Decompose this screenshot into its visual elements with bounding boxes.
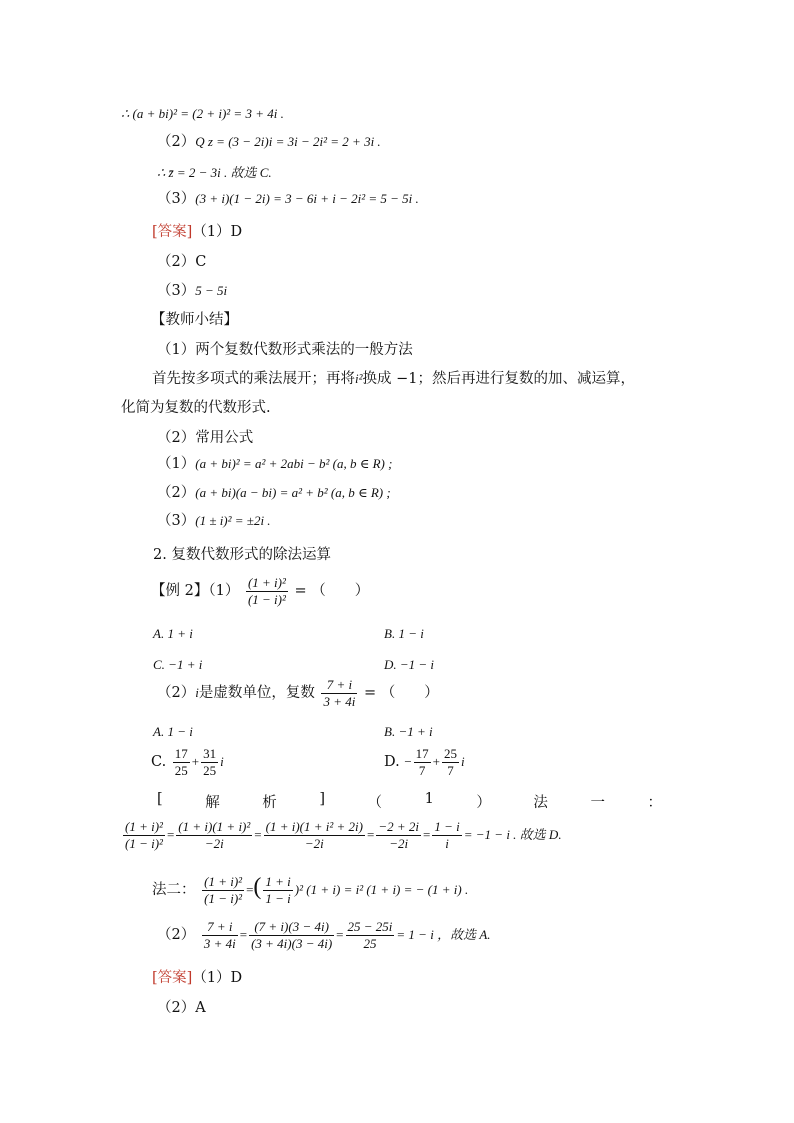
derivation-line-3: ∴ z̄ = 2 − 3i . 故选 C. xyxy=(157,165,272,180)
fraction: $\frac{\text{(1 + i)²}}{\text{(1 − i)²}}$ xyxy=(247,574,286,607)
section-heading: 2. 复数代数形式的除法运算 xyxy=(153,547,331,563)
answer-1-part-2: （2）C xyxy=(157,254,207,270)
method-1-derivation: $\frac{\text{(1 + i)²}}{\text{(1 − i)²}}$ = $\frac{\text{(1 + i)(1 + i)²}}{-2i}$ = $\frac{\text{(1 + i)(1 + i² + 2i)}}{-2i}$ = $\frac{-2 + 2i}{-2i}$ = $\frac{1 - i}{i}$ = −1 − i . 故选 D. xyxy=(125,818,562,851)
summary-line-2: 首先按多项式的乘法展开；再将i²换成 −1；然后再进行复数的加、减运算， xyxy=(152,371,635,387)
example-2-question-1: 【例 2】（1） $\frac{\text{(1 + i)²}}{\text{(1 − i)²}}$ = （ ） xyxy=(151,574,370,607)
answer-2-part-2: （2）A xyxy=(157,1000,206,1016)
fraction: $\frac{7 + i}{3 + 4i}$ xyxy=(323,676,356,709)
q1-option-a: A. 1 + i xyxy=(153,626,193,641)
method-2-derivation: 法二： $\frac{\text{(1 + i)²}}{\text{(1 − i)²}}$ =( $\frac{1 + i}{1 - i}$ )² (1 + i) = i² (1 + i) = − (1 + i) . xyxy=(152,873,469,906)
q2-option-c: C. $\frac{17}{25}$ + $\frac{31}{25}$ i xyxy=(151,745,224,778)
q2-option-a: A. 1 − i xyxy=(153,724,193,739)
q1-option-d: D. −1 − i xyxy=(384,657,435,672)
q1-option-c: C. −1 + i xyxy=(153,657,203,672)
summary-title: 【教师小结】 xyxy=(151,312,238,328)
example-2-question-2: （2）i是虚数单位，复数 $\frac{7 + i}{3 + 4i}$ = （ ） xyxy=(157,676,439,709)
derivation-line-4: （3）(3 + i)(1 − 2i) = 3 − 6i + i − 2i² = 5 − 5i . xyxy=(157,191,419,207)
q1-option-b: B. 1 − i xyxy=(384,626,424,641)
question-2-derivation: （2） $\frac{7 + i}{3 + 4i}$ = $\frac{(7 + i)(3 - 4i)}{(3 + 4i)(3 - 4i)}$ = $\frac{25 - 25i}{25}$ = 1 − i ，故选 A. xyxy=(157,918,491,951)
summary-line-1: （1）两个复数代数形式乘法的一般方法 xyxy=(157,342,413,358)
answer-1-part-3: （3）5 − 5i xyxy=(157,283,228,299)
answer-block-2: [答案]（1）D xyxy=(152,970,243,986)
derivation-line-1: ∴ (a + bi)² = (2 + i)² = 3 + 4i . xyxy=(121,106,284,121)
formula-1: （1）(a + bi)² = a² + 2abi − b² (a, b ∈ R) ; xyxy=(157,456,393,472)
q2-option-b: B. −1 + i xyxy=(384,724,433,739)
derivation-line-2: （2）Q z = (3 − 2i)i = 3i − 2i² = 2 + 3i . xyxy=(157,134,381,150)
analysis-heading: [ 解 析 ] （ 1 ） 法 一 ： xyxy=(157,791,662,811)
q2-option-d: D. − $\frac{17}{7}$ + $\frac{25}{7}$ i xyxy=(384,745,465,778)
answer-block-1: [答案]（1）D xyxy=(152,224,243,240)
answer-tag: [答案] xyxy=(152,224,193,240)
formula-3: （3）(1 ± i)² = ±2i . xyxy=(157,513,271,529)
answer-tag: [答案] xyxy=(152,970,193,986)
summary-line-4: （2）常用公式 xyxy=(157,430,254,446)
formula-2: （2）(a + bi)(a − bi) = a² + b² (a, b ∈ R) ; xyxy=(157,485,391,501)
summary-line-3: 化简为复数的代数形式. xyxy=(121,400,271,416)
